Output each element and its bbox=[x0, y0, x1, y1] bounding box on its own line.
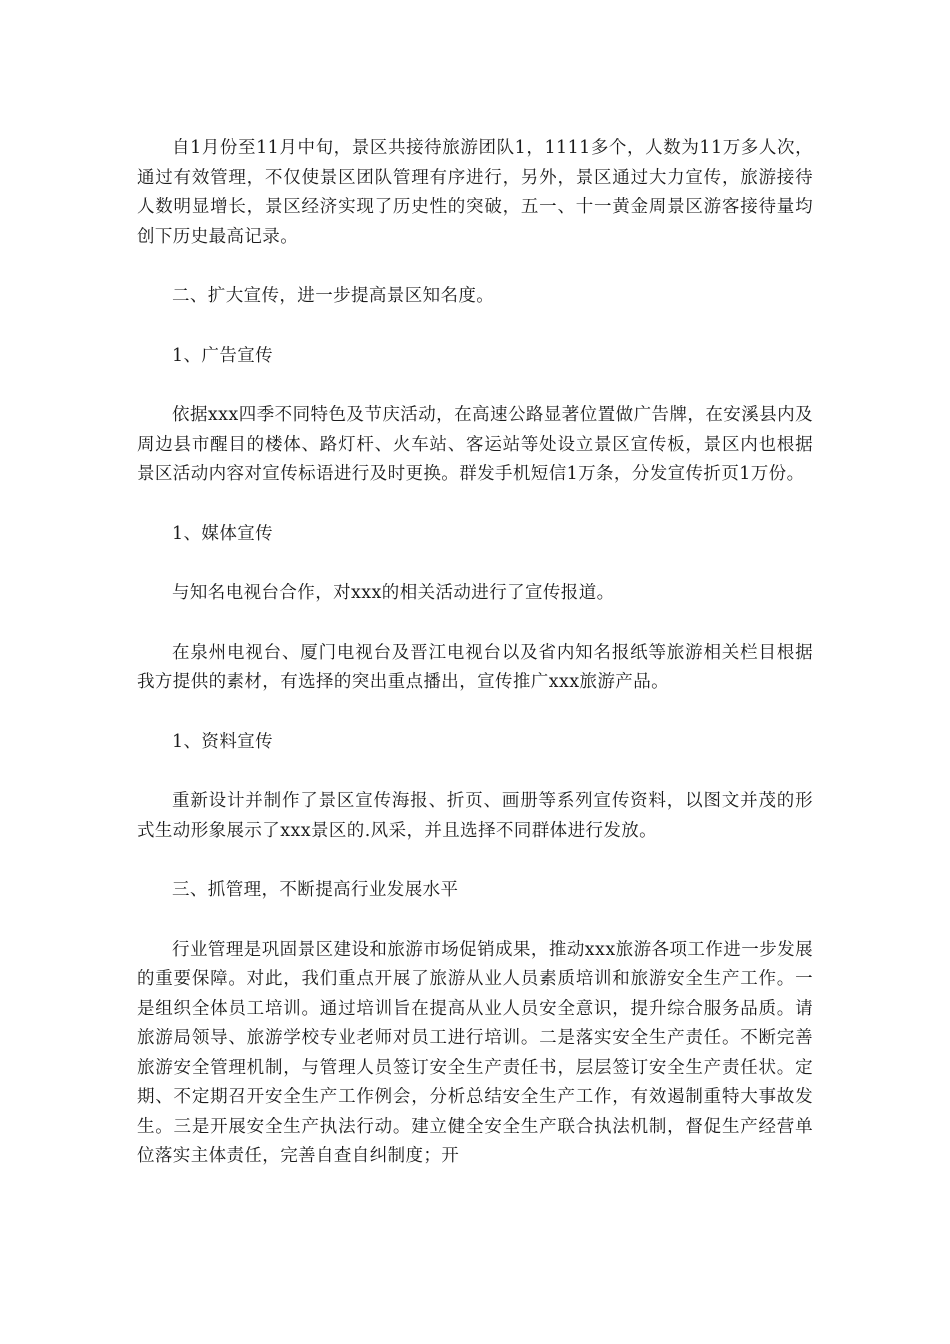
subheading-media: 1、媒体宣传 bbox=[172, 523, 274, 544]
document-page bbox=[137, 134, 813, 1202]
paragraph-intro-stats: 自1月份至11月中旬，景区共接待旅游团队1，1111多个，人数为11万多人次，通过有效管理，不仅使景区团队管理有序进行，另外，景区通过大力宣传，旅游接待人数明显增长，景区经济实现了历史性的突破，五一、十一黄金周景区游客接待量均创下历史最高记录。 bbox=[137, 138, 813, 247]
subheading-materials: 1、资料宣传 bbox=[172, 731, 274, 752]
subheading-advertising: 1、广告宣传 bbox=[172, 345, 274, 366]
section-heading-management: 三、抓管理，不断提高行业发展水平 bbox=[172, 880, 459, 900]
paragraph-media-tv: 与知名电视台合作，对xxx的相关活动进行了宣传报道。 bbox=[172, 583, 615, 603]
paragraph-media-channels: 在泉州电视台、厦门电视台及晋江电视台以及省内知名报纸等旅游相关栏目根据我方提供的素材，有选择的突出重点播出，宣传推广xxx旅游产品。 bbox=[137, 642, 813, 692]
paragraph-management: 行业管理是巩固景区建设和旅游市场促销成果，推动xxx旅游各项工作进一步发展的重要保障。对此，我们重点开展了旅游从业人员素质培训和旅游安全生产工作。一是组织全体员工培训。通过培训旨在提高从业人员安全意识，提升综合服务品质。请旅游局领导、旅游学校专业老师对员工进行培训。二是落实安全生产责任。不断完善旅游安全管理机制，与管理人员签订安全生产责任书，层层签订安全生产责任状。定期、不定期召开安全生产工作例会，分析总结安全生产工作，有效遏制重特大事故发生。三是开展安全生产执法行动。建立健全安全生产联合执法机制，督促生产经营单位落实主体责任，完善自查自纠制度；开 bbox=[137, 939, 813, 1166]
paragraph-advertising: 依据xxx四季不同特色及节庆活动，在高速公路显著位置做广告牌，在安溪县内及周边县市醒目的楼体、路灯杆、火车站、客运站等处设立景区宣传板，景区内也根据景区活动内容对宣传标语进行及时更换。群发手机短信1万条，分发宣传折页1万份。 bbox=[137, 405, 813, 484]
paragraph-materials: 重新设计并制作了景区宣传海报、折页、画册等系列宣传资料，以图文并茂的形式生动形象展示了xxx景区的.风采，并且选择不同群体进行发放。 bbox=[137, 791, 813, 841]
section-heading-publicity: 二、扩大宣传，进一步提高景区知名度。 bbox=[172, 286, 495, 306]
